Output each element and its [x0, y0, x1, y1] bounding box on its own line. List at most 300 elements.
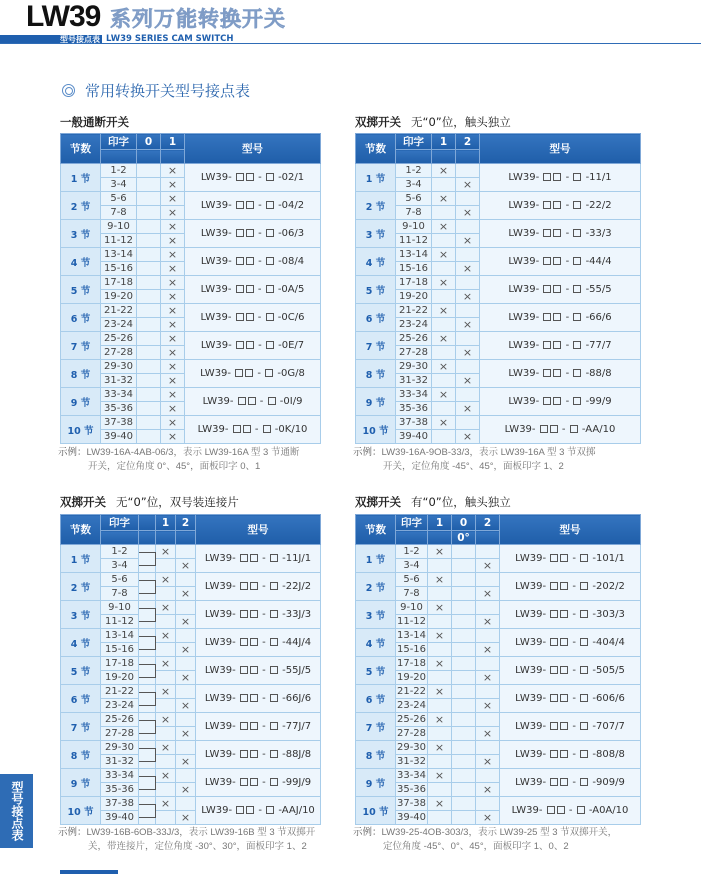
placeholder-box-icon: [265, 369, 273, 377]
header-position: 2: [456, 134, 480, 150]
section-label: 2 节: [356, 573, 396, 601]
contact-table: [60, 133, 321, 444]
contact-label: 3-4: [396, 178, 432, 192]
header-angle: [161, 150, 185, 164]
model-suffix: -66J/6: [282, 693, 312, 704]
section-label: 5 节: [61, 657, 101, 685]
placeholder-box-icon: [240, 554, 248, 562]
link-bracket-cell: [139, 573, 156, 601]
model-prefix: LW39-: [200, 312, 232, 323]
section-label: 10 节: [356, 416, 396, 444]
model-prefix: LW39-: [508, 284, 540, 295]
contact-label: 27-28: [101, 727, 139, 741]
contact-label: 35-36: [396, 784, 427, 795]
contact-mark: ×: [176, 643, 196, 657]
contact-label: 5-6: [101, 573, 139, 587]
placeholder-box-icon: [236, 229, 244, 237]
model-suffix: -55J/5: [282, 665, 312, 676]
example-note: [353, 826, 638, 854]
table-row: [356, 304, 641, 318]
placeholder-box-icon: [246, 257, 254, 265]
link-bracket-cell: [139, 741, 156, 769]
model-number: LW39- - -66/6: [480, 304, 641, 332]
contact-mark: ×: [161, 248, 185, 262]
contact-empty: [456, 304, 480, 318]
placeholder-box-icon: [250, 610, 258, 618]
contact-label: 21-22: [101, 304, 137, 318]
header-blank: [139, 515, 156, 531]
contact-label: 39-40: [101, 811, 139, 825]
placeholder-box-icon: [266, 257, 274, 265]
table-row: [356, 248, 641, 262]
placeholder-box-icon: [547, 806, 555, 814]
model-number: LW39- - -202/2: [500, 573, 641, 601]
section-label: 2 节: [356, 192, 396, 220]
placeholder-box-icon: [246, 285, 254, 293]
table-title-text: 双掷开关: [60, 495, 106, 509]
placeholder-box-icon: [270, 638, 278, 646]
contact-empty: [156, 587, 176, 601]
contact-mark: ×: [428, 769, 452, 783]
contact-empty: [452, 741, 476, 755]
placeholder-box-icon: [580, 750, 588, 758]
placeholder-box-icon: [250, 778, 258, 786]
contact-mark: ×: [176, 755, 196, 769]
contact-mark: ×: [156, 741, 176, 755]
model-suffix: -808/8: [592, 749, 625, 760]
contact-label: 11-12: [396, 234, 432, 248]
model-number: LW39- - -55J/5: [196, 657, 321, 685]
placeholder-box-icon: [553, 173, 561, 181]
model-suffix: -04/2: [278, 200, 305, 211]
placeholder-box-icon: [550, 610, 558, 618]
model-prefix: LW39-: [511, 805, 543, 816]
contact-label: 13-14: [101, 248, 137, 262]
header-position: 1: [432, 134, 456, 150]
model-number: LW39- - -606/6: [500, 685, 641, 713]
contact-mark: ×: [161, 430, 185, 444]
model-number: LW39- - -0I/9: [185, 388, 321, 416]
contact-empty: [137, 318, 161, 332]
contact-empty: [428, 727, 452, 741]
contact-label: 33-34: [101, 388, 137, 402]
contact-mark: ×: [432, 220, 456, 234]
contact-label: 29-30: [101, 741, 139, 755]
model-prefix: LW39-: [515, 581, 547, 592]
contact-empty: [452, 755, 476, 769]
contact-label: 19-20: [396, 290, 432, 304]
contact-empty: [176, 797, 196, 811]
table-row: [356, 545, 641, 559]
contact-empty: [428, 755, 452, 769]
placeholder-box-icon: [543, 285, 551, 293]
contact-empty: [456, 164, 480, 178]
section-label: 3 节: [61, 601, 101, 629]
placeholder-box-icon: [580, 582, 588, 590]
contact-label: 29-30: [396, 742, 427, 753]
header-sections: 节数: [61, 515, 101, 545]
header-position: 1: [428, 515, 452, 531]
model-prefix: LW39-: [515, 721, 547, 732]
placeholder-box-icon: [246, 341, 254, 349]
placeholder-box-icon: [580, 666, 588, 674]
model-prefix: LW39-: [504, 424, 536, 435]
example-line: 开关，定位角度 -45°、45°，面板印字 1、2: [383, 461, 564, 472]
contact-mark: ×: [176, 587, 196, 601]
contact-empty: [428, 671, 452, 685]
contact-empty: [476, 657, 500, 671]
model-prefix: LW39-: [515, 553, 547, 564]
section-title: [62, 80, 250, 101]
contact-empty: [452, 657, 476, 671]
header-position: 0: [137, 134, 161, 150]
link-bracket-cell: [139, 713, 156, 741]
contact-empty: [176, 573, 196, 587]
placeholder-box-icon: [550, 582, 558, 590]
contact-mark: ×: [161, 178, 185, 192]
placeholder-box-icon: [560, 638, 568, 646]
model-suffix: -44/4: [585, 256, 612, 267]
contact-label: 9-10: [396, 220, 432, 234]
table-row: [356, 220, 641, 234]
contact-label: 17-18: [396, 658, 427, 669]
model-prefix: LW39-: [515, 665, 547, 676]
contact-empty: [428, 559, 452, 573]
contact-mark: ×: [456, 318, 480, 332]
model-prefix: LW39-: [515, 693, 547, 704]
header-position: 0: [452, 515, 476, 531]
section-label: 10 节: [61, 416, 101, 444]
placeholder-box-icon: [573, 257, 581, 265]
contact-empty: [137, 290, 161, 304]
placeholder-box-icon: [543, 173, 551, 181]
contact-empty: [428, 615, 452, 629]
table-row: [61, 797, 321, 811]
model-suffix: -55/5: [585, 284, 612, 295]
contact-empty: [432, 430, 456, 444]
contact-empty: [452, 629, 476, 643]
contact-label: 31-32: [396, 374, 432, 388]
contact-empty: [452, 811, 476, 825]
table-row: [61, 248, 321, 262]
contact-empty: [452, 685, 476, 699]
contact-empty: [137, 192, 161, 206]
contact-empty: [156, 559, 176, 573]
contact-mark: ×: [156, 601, 176, 615]
link-bracket-cell: [139, 769, 156, 797]
contact-label: 7-8: [396, 206, 432, 220]
placeholder-box-icon: [266, 229, 274, 237]
model-prefix: LW39-: [515, 637, 547, 648]
model-number: LW39- - -08/4: [185, 248, 321, 276]
example-line: 关，带连接片，定位角度 -30°、30°，面板印字 1、2: [88, 841, 307, 852]
model-number: LW39- - -66J/6: [196, 685, 321, 713]
table-row: [356, 769, 641, 783]
table-row: [356, 332, 641, 346]
example-label: 示例：: [58, 827, 87, 838]
model-number: LW39- - -88J/8: [196, 741, 321, 769]
example-line: 定位角度 -45°、0°、45°，面板印字 1、0、2: [383, 841, 569, 852]
contact-label: 9-10: [396, 601, 428, 615]
header-title-en: LW39 SERIES CAM SWITCH: [106, 34, 234, 44]
example-line: LW39-16A-4AB-06/3，表示 LW39-16A 型 3 节通断: [86, 447, 300, 458]
header-angle: [476, 531, 500, 545]
placeholder-box-icon: [580, 694, 588, 702]
table-row: [356, 797, 641, 811]
contact-mark: ×: [428, 713, 452, 727]
contact-label: 37-38: [101, 797, 139, 811]
model-number: LW39- - -99/9: [480, 388, 641, 416]
placeholder-box-icon: [236, 173, 244, 181]
contact-mark: ×: [476, 559, 500, 573]
model-prefix: LW39-: [508, 340, 540, 351]
table-row: [356, 601, 641, 615]
contact-empty: [176, 629, 196, 643]
header-angle: 0°: [452, 531, 476, 545]
contact-label: 3-4: [101, 178, 137, 192]
example-label: 示例：: [58, 447, 87, 458]
contact-mark: ×: [432, 248, 456, 262]
contact-mark: ×: [432, 276, 456, 290]
contact-empty: [476, 713, 500, 727]
contact-empty: [452, 601, 476, 615]
section-label: 4 节: [356, 248, 396, 276]
model-suffix: -02/1: [278, 172, 305, 183]
placeholder-box-icon: [577, 806, 585, 814]
contact-label: 11-12: [396, 616, 427, 627]
header-model: 型号: [185, 134, 321, 164]
placeholder-box-icon: [250, 722, 258, 730]
section-label: 7 节: [61, 332, 101, 360]
contact-mark: ×: [176, 811, 196, 825]
placeholder-box-icon: [560, 778, 568, 786]
contact-empty: [456, 220, 480, 234]
placeholder-box-icon: [266, 173, 274, 181]
placeholder-box-icon: [240, 610, 248, 618]
contact-mark: ×: [432, 360, 456, 374]
model-number: LW39- - -04/2: [185, 192, 321, 220]
header-angle: [456, 150, 480, 164]
contact-label: 13-14: [396, 630, 427, 641]
contact-empty: [176, 713, 196, 727]
contact-mark: ×: [476, 811, 500, 825]
model-suffix: -505/5: [592, 665, 625, 676]
section-label: 1 节: [356, 545, 396, 573]
model-number: LW39- - -11J/1: [196, 545, 321, 573]
contact-empty: [137, 178, 161, 192]
contact-empty: [452, 643, 476, 657]
placeholder-box-icon: [560, 554, 568, 562]
model-suffix: -0A/5: [277, 284, 305, 295]
link-bracket-cell: [139, 601, 156, 629]
section-label: 5 节: [356, 657, 396, 685]
model-prefix: LW39-: [197, 424, 229, 435]
model-number: LW39- - -33/3: [480, 220, 641, 248]
model-prefix: LW39-: [204, 637, 236, 648]
model-suffix: -0I/9: [279, 396, 303, 407]
placeholder-box-icon: [245, 369, 253, 377]
contact-empty: [137, 388, 161, 402]
contact-mark: ×: [456, 234, 480, 248]
model-number: LW39- - -AAJ/10: [196, 797, 321, 825]
contact-label: 13-14: [396, 248, 432, 262]
contact-mark: ×: [456, 430, 480, 444]
contact-label: 33-34: [396, 388, 432, 402]
model-number: LW39- - -11/1: [480, 164, 641, 192]
section-label: 7 节: [356, 332, 396, 360]
contact-label: 35-36: [101, 783, 139, 797]
side-tab[interactable]: 型号接点表: [0, 774, 33, 848]
contact-empty: [176, 657, 196, 671]
placeholder-box-icon: [550, 638, 558, 646]
placeholder-box-icon: [250, 694, 258, 702]
example-note: [58, 446, 343, 474]
placeholder-box-icon: [557, 806, 565, 814]
link-bracket-icon: [139, 608, 156, 622]
table-row: [356, 416, 641, 430]
placeholder-box-icon: [543, 341, 551, 349]
contact-mark: ×: [456, 290, 480, 304]
contact-label: 17-18: [396, 276, 432, 290]
link-bracket-cell: [139, 685, 156, 713]
contact-label: 33-34: [396, 770, 427, 781]
placeholder-box-icon: [553, 201, 561, 209]
header-angle: [137, 150, 161, 164]
model-prefix: LW39-: [204, 693, 236, 704]
placeholder-box-icon: [236, 341, 244, 349]
model-number: LW39- - -99J/9: [196, 769, 321, 797]
table-title: [60, 114, 139, 130]
contact-empty: [137, 374, 161, 388]
contact-mark: ×: [161, 402, 185, 416]
contact-label: 31-32: [396, 756, 427, 767]
contact-empty: [456, 192, 480, 206]
model-suffix: -08/4: [278, 256, 305, 267]
contact-label: 23-24: [101, 699, 139, 713]
contact-empty: [428, 783, 452, 797]
placeholder-box-icon: [573, 369, 581, 377]
header-print: 印字: [396, 134, 432, 150]
contact-empty: [452, 545, 476, 559]
placeholder-box-icon: [560, 694, 568, 702]
placeholder-box-icon: [248, 397, 256, 405]
placeholder-box-icon: [580, 610, 588, 618]
model-prefix: LW39-: [200, 172, 232, 183]
placeholder-box-icon: [560, 582, 568, 590]
model-prefix: LW39-: [515, 777, 547, 788]
table-subtitle: 无“0”位，双号装连接片: [116, 495, 239, 509]
table-row: [61, 332, 321, 346]
model-number: LW39- - -A0A/10: [500, 797, 641, 825]
model-prefix: LW39-: [200, 284, 232, 295]
model-suffix: -303/3: [592, 609, 625, 620]
contact-mark: ×: [161, 164, 185, 178]
placeholder-box-icon: [553, 285, 561, 293]
model-number: LW39- - -0A/5: [185, 276, 321, 304]
placeholder-box-icon: [560, 666, 568, 674]
contact-label: 7-8: [101, 587, 139, 601]
contact-empty: [452, 559, 476, 573]
table-row: [356, 573, 641, 587]
contact-mark: ×: [161, 192, 185, 206]
link-bracket-icon: [139, 692, 156, 706]
placeholder-box-icon: [266, 285, 274, 293]
example-line: LW39-25-4OB-303/3，表示 LW39-25 型 3 节双掷开关，: [381, 827, 618, 838]
table-row: [356, 276, 641, 290]
placeholder-box-icon: [553, 229, 561, 237]
contact-empty: [156, 643, 176, 657]
header-print: 印字: [101, 134, 137, 150]
model-number: LW39- - -AA/10: [480, 416, 641, 444]
contact-empty: [432, 346, 456, 360]
section-label: 4 节: [61, 629, 101, 657]
placeholder-box-icon: [553, 257, 561, 265]
section-label: 7 节: [356, 713, 396, 741]
placeholder-box-icon: [236, 201, 244, 209]
section-label: 10 节: [61, 797, 101, 825]
table-row: [61, 741, 321, 755]
placeholder-box-icon: [236, 257, 244, 265]
table-row: [61, 416, 321, 430]
contact-mark: ×: [476, 699, 500, 713]
model-prefix: LW39-: [204, 721, 236, 732]
model-suffix: -707/7: [592, 721, 625, 732]
model-number: LW39- - -101/1: [500, 545, 641, 573]
link-bracket-icon: [139, 748, 156, 762]
link-bracket-cell: [139, 629, 156, 657]
table-title: [355, 494, 511, 510]
contact-empty: [476, 601, 500, 615]
placeholder-box-icon: [250, 582, 258, 590]
table-title-text: 双掷开关: [355, 495, 401, 509]
contact-empty: [137, 206, 161, 220]
contact-empty: [432, 318, 456, 332]
table-title-text: 双掷开关: [355, 115, 401, 129]
example-note: [353, 446, 638, 474]
contact-table: [355, 133, 641, 444]
placeholder-box-icon: [240, 638, 248, 646]
contact-mark: ×: [156, 685, 176, 699]
placeholder-box-icon: [263, 425, 271, 433]
link-bracket-icon: [139, 636, 156, 650]
model-number: LW39- - -55/5: [480, 276, 641, 304]
contact-empty: [432, 262, 456, 276]
section-label: 9 节: [61, 769, 101, 797]
contact-empty: [476, 769, 500, 783]
contact-label: 25-26: [396, 332, 432, 346]
contact-label: 15-16: [396, 262, 432, 276]
contact-empty: [156, 615, 176, 629]
contact-empty: [137, 164, 161, 178]
model-suffix: -22J/2: [282, 581, 312, 592]
contact-mark: ×: [161, 304, 185, 318]
contact-empty: [176, 741, 196, 755]
model-prefix: LW39-: [200, 228, 232, 239]
contact-mark: ×: [428, 741, 452, 755]
model-number: LW39- - -02/1: [185, 164, 321, 192]
contact-empty: [137, 304, 161, 318]
contact-mark: ×: [432, 332, 456, 346]
model-number: LW39- - -22/2: [480, 192, 641, 220]
contact-mark: ×: [156, 629, 176, 643]
contact-mark: ×: [428, 657, 452, 671]
model-number: LW39- - -0K/10: [185, 416, 321, 444]
contact-table: [355, 514, 641, 825]
contact-empty: [137, 332, 161, 346]
contact-mark: ×: [428, 797, 452, 811]
placeholder-box-icon: [550, 425, 558, 433]
contact-mark: ×: [176, 727, 196, 741]
